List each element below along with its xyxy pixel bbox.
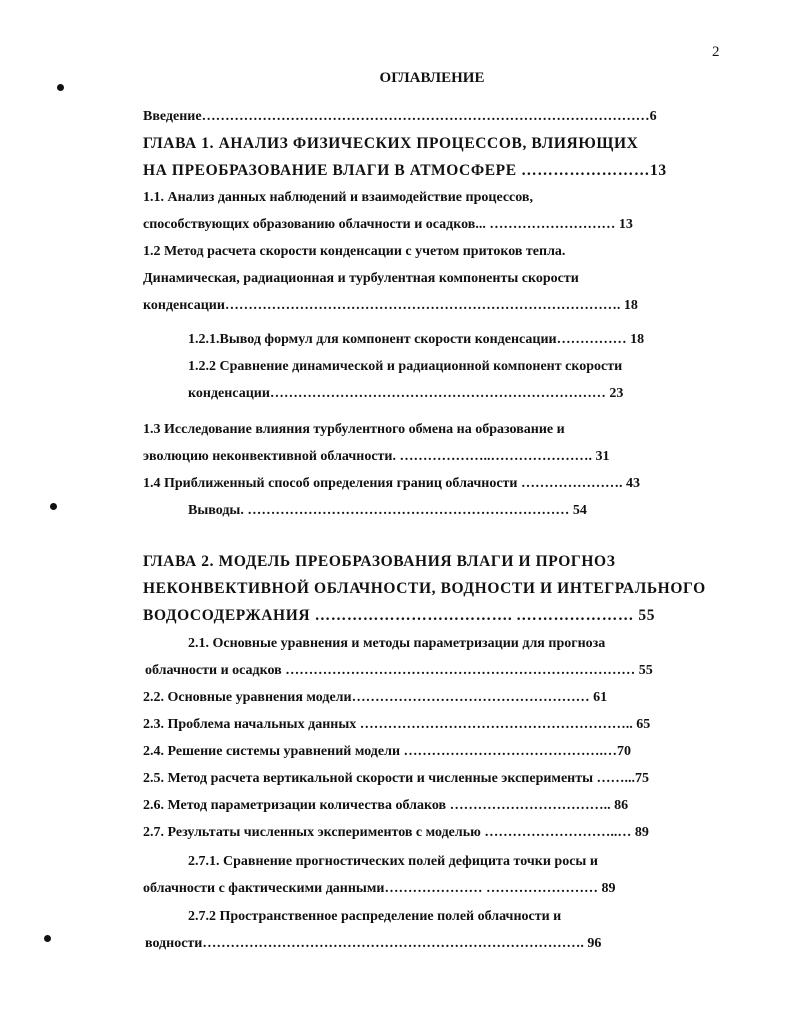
toc-entry: облачности с фактическими данными………………… …………………… 89 bbox=[143, 881, 616, 896]
toc-entry: 2.5. Метод расчета вертикальной скорости и численные эксперименты ……...75 bbox=[143, 771, 650, 786]
toc-chapter-heading: НЕКОНВЕКТИВНОЙ ОБЛАЧНОСТИ, ВОДНОСТИ И ИНТЕГРАЛЬНОГО bbox=[143, 580, 706, 597]
scan-mark bbox=[57, 84, 64, 91]
toc-subentry: 1.2.1.Вывод формул для компонент скорости конденсации…………… 18 bbox=[188, 332, 645, 347]
toc-chapter-heading: ВОДОСОДЕРЖАНИЯ ………………………………. .………………… 55 bbox=[143, 607, 656, 624]
toc-chapter-heading: НА ПРЕОБРАЗОВАНИЕ ВЛАГИ В АТМОСФЕРЕ ……………………13 bbox=[143, 162, 667, 179]
toc-entry: конденсации…………………………………………………………………………. 18 bbox=[143, 298, 638, 313]
toc-subentry: конденсации……………………………………………………………… 23 bbox=[188, 386, 624, 401]
toc-subentry: 1.2.2 Сравнение динамической и радиационной компонент скорости bbox=[188, 359, 623, 374]
toc-entry: 2.7. Результаты численных экспериментов с моделью ………………………..… 89 bbox=[143, 825, 649, 840]
toc-subentry: 2.1. Основные уравнения и методы параметризации для прогноза bbox=[188, 636, 606, 651]
toc-entry: Динамическая, радиационная и турбулентная компоненты скорости bbox=[143, 271, 579, 286]
toc-subentry: 2.7.2 Пространственное распределение полей облачности и bbox=[188, 909, 562, 924]
toc-entry: 2.4. Решение системы уравнений модели …………………………………….…70 bbox=[143, 744, 632, 759]
toc-entry: 2.6. Метод параметризации количества облаков …………………………….. 86 bbox=[143, 798, 629, 813]
toc-subentry: Выводы. …………………………………………………………… 54 bbox=[188, 503, 587, 518]
page-number: 2 bbox=[712, 44, 720, 60]
scan-mark bbox=[50, 503, 57, 510]
toc-entry: водности………………………………………………………………………. 96 bbox=[145, 936, 602, 951]
toc-entry: 1.1. Анализ данных наблюдений и взаимодействие процессов, bbox=[143, 190, 533, 205]
toc-entry: способствующих образованию облачности и осадков... ……………………… 13 bbox=[143, 217, 633, 232]
toc-entry: эволюцию неконвективной облачности. ………………..…………………. 31 bbox=[143, 449, 610, 464]
toc-entry: 2.2. Основные уравнения модели…………………………………………… 61 bbox=[143, 690, 608, 705]
toc-entry: облачности и осадков ………………………………………………………………… 55 bbox=[145, 663, 653, 678]
toc-entry: 1.3 Исследование влияния турбулентного обмена на образование и bbox=[143, 422, 565, 437]
toc-chapter-heading: ГЛАВА 2. МОДЕЛЬ ПРЕОБРАЗОВАНИЯ ВЛАГИ И ПРОГНОЗ bbox=[143, 553, 616, 570]
toc-entry: Введение……………………………………………………………………………………6 bbox=[143, 109, 657, 124]
toc-entry: 1.4 Приближенный способ определения границ облачности …………………. 43 bbox=[143, 476, 640, 491]
scan-mark bbox=[44, 935, 51, 942]
toc-entry: 2.3. Проблема начальных данных ………………………………………………….. 65 bbox=[143, 717, 651, 732]
toc-entry: 1.2 Метод расчета скорости конденсации с учетом притоков тепла. bbox=[143, 244, 566, 259]
toc-chapter-heading: ГЛАВА 1. АНАЛИЗ ФИЗИЧЕСКИХ ПРОЦЕССОВ, ВЛИЯЮЩИХ bbox=[143, 135, 639, 152]
page-title: ОГЛАВЛЕНИЕ bbox=[379, 70, 485, 86]
toc-subentry: 2.7.1. Сравнение прогностических полей дефицита точки росы и bbox=[188, 854, 598, 869]
